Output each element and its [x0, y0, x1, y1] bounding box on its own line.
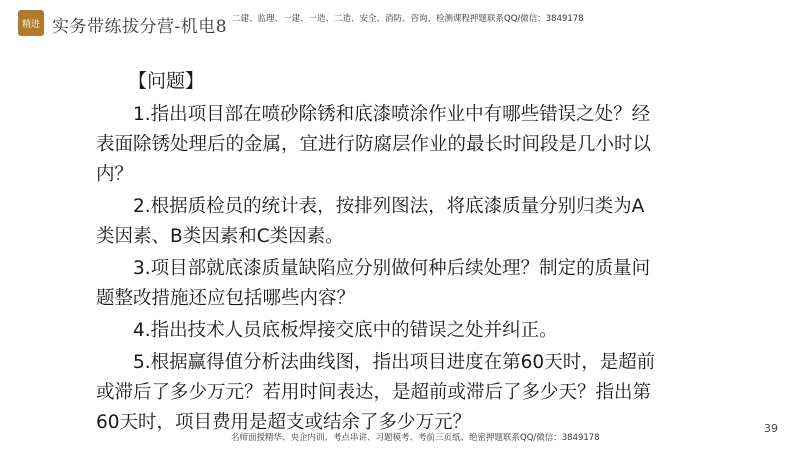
question-item: 3.项目部就底漆质量缺陷应分别做何种后续处理？制定的质量问题整改措施还应包括哪些内容？: [96, 258, 651, 309]
question-item: 5.根据赢得值分析法曲线图，指出项目进度在第60天时，是超前或滞后了多少万元？若用时间表达，是超前或滞后了多少天？指出第60天时，项目费用是超支或结余了多少万元？: [96, 352, 656, 433]
section-heading: 【问题】: [128, 70, 205, 92]
header-contact-note: 二建、监理、一建、一造、二造、安全、消防、咨询、检测课程押题联系QQ/微信：3849178: [232, 14, 584, 24]
page-number: 39: [764, 422, 778, 435]
course-title: 实务带练拔分营-机电8: [52, 17, 228, 37]
question-item: 1.指出项目部在喷砂除锈和底漆喷涂作业中有哪些错误之处？经表面除锈处理后的金属，宜进行防腐层作业的最长时间段是几小时以内？: [96, 104, 652, 185]
footer-contact-note: 名师面授精华、央企内训、考点串讲、习题模考、考前三页纸、绝密押题联系QQ/微信：3849178: [231, 433, 600, 443]
question-list: [96, 100, 656, 440]
question-item: 2.根据质检员的统计表，按排列图法，将底漆质量分别归类为A类因素、B类因素和C类因素。: [96, 196, 645, 247]
question-item: 4.指出技术人员底板焊接交底中的错误之处并纠正。: [133, 320, 558, 341]
brand-logo: [18, 10, 44, 36]
brand-logo-text: 精进: [21, 19, 40, 30]
